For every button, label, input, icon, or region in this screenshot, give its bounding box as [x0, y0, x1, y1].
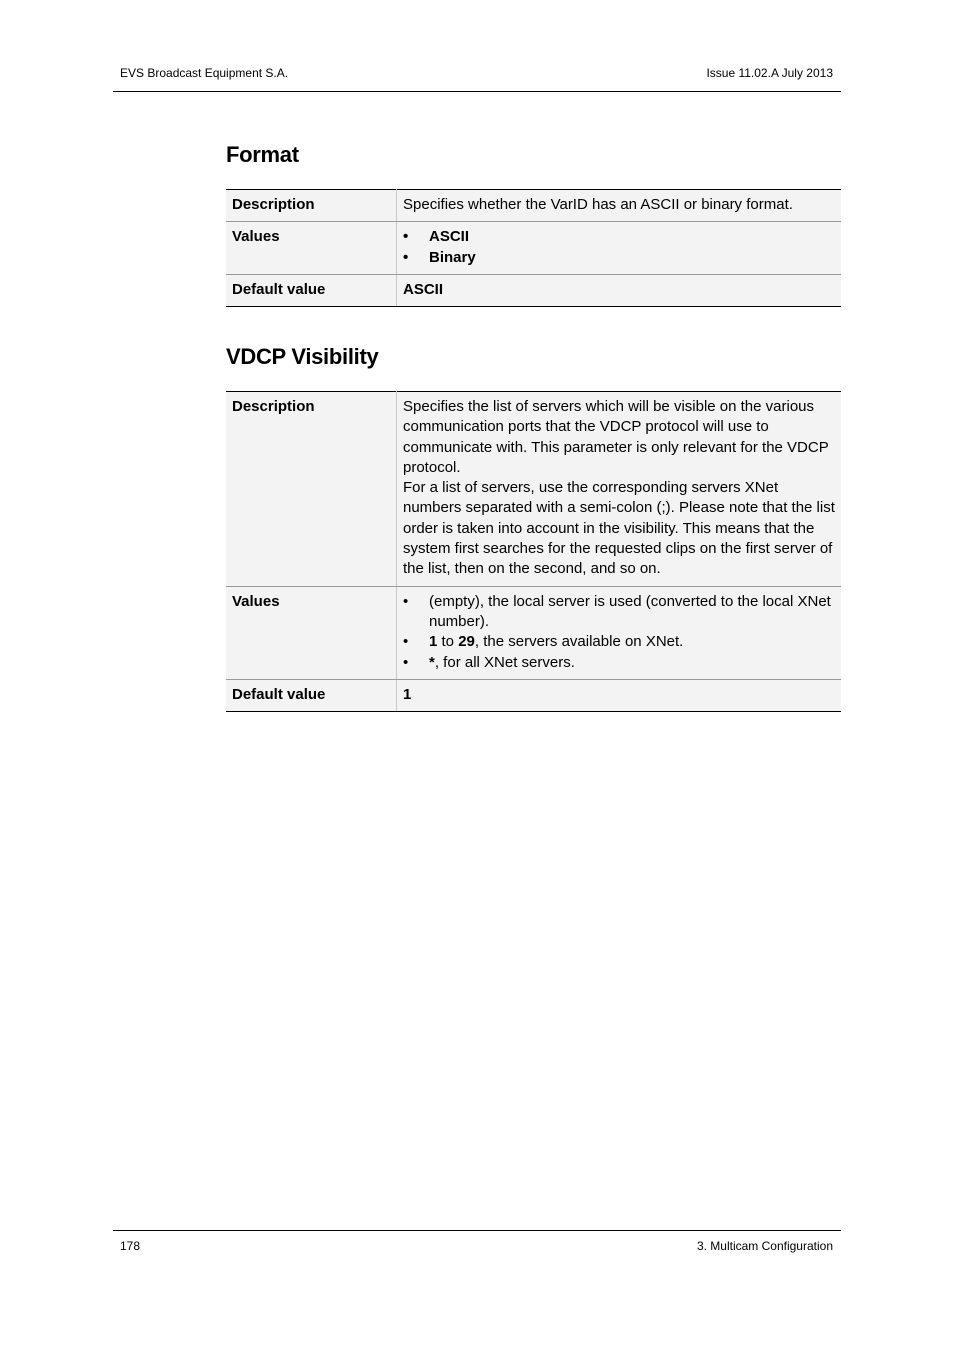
range-connector: to [437, 633, 459, 651]
list-item: • ASCII [403, 227, 835, 247]
header-issue: Issue 11.02.A July 2013 [706, 66, 833, 80]
values-label: Values [226, 222, 397, 275]
values-list [403, 592, 835, 673]
table-row [226, 274, 841, 306]
values-label: Values [226, 586, 397, 679]
footer-chapter: 3. Multicam Configuration [696, 1239, 833, 1253]
range-end: 29 [458, 633, 475, 651]
wildcard-symbol: * [429, 653, 435, 671]
description-paragraph: For a list of servers, use the corresponding servers XNet numbers separated with a semi-colon (;). Please note that the list order is taken into account in the visibility. This means that the system first searches for the requested clips on the first server of the list, then on the second, and so on. [403, 479, 835, 578]
list-item [403, 632, 835, 652]
range-start: 1 [429, 633, 438, 651]
default-label: Default value [226, 679, 397, 711]
page-footer [113, 1230, 841, 1255]
default-value: ASCII [397, 274, 842, 306]
header-company: EVS Broadcast Equipment S.A. [120, 66, 289, 80]
vdcp-visibility-table [226, 391, 841, 712]
list-item: • Binary [403, 248, 835, 268]
description-label: Description [226, 392, 397, 587]
description-paragraph: Specifies the list of servers which will be visible on the various communication ports that the VDCP protocol will use to communicate with. This parameter is only relevant for the VDCP protocol. [403, 398, 829, 476]
wildcard-description: , for all XNet servers. [434, 653, 575, 671]
description-text: Specifies whether the VarID has an ASCII or binary format. [397, 190, 842, 222]
page-header [113, 66, 841, 92]
table-row [226, 190, 841, 222]
values-cell [397, 586, 842, 679]
table-row [226, 392, 841, 587]
values-list [403, 227, 835, 268]
description-label: Description [226, 190, 397, 222]
vdcp-visibility-heading: VDCP Visibility [226, 344, 379, 369]
list-item: • (empty), the local server is used (converted to the local XNet number). [403, 592, 835, 633]
default-value: 1 [397, 679, 842, 711]
table-row [226, 222, 841, 275]
values-cell [397, 222, 842, 275]
default-label: Default value [226, 274, 397, 306]
range-description: , the servers available on XNet. [474, 633, 684, 651]
table-row [226, 586, 841, 679]
format-table [226, 189, 841, 307]
description-cell [397, 392, 842, 587]
page-number: 178 [120, 1239, 141, 1253]
list-item [403, 653, 835, 673]
format-heading: Format [226, 142, 299, 167]
table-row [226, 679, 841, 711]
